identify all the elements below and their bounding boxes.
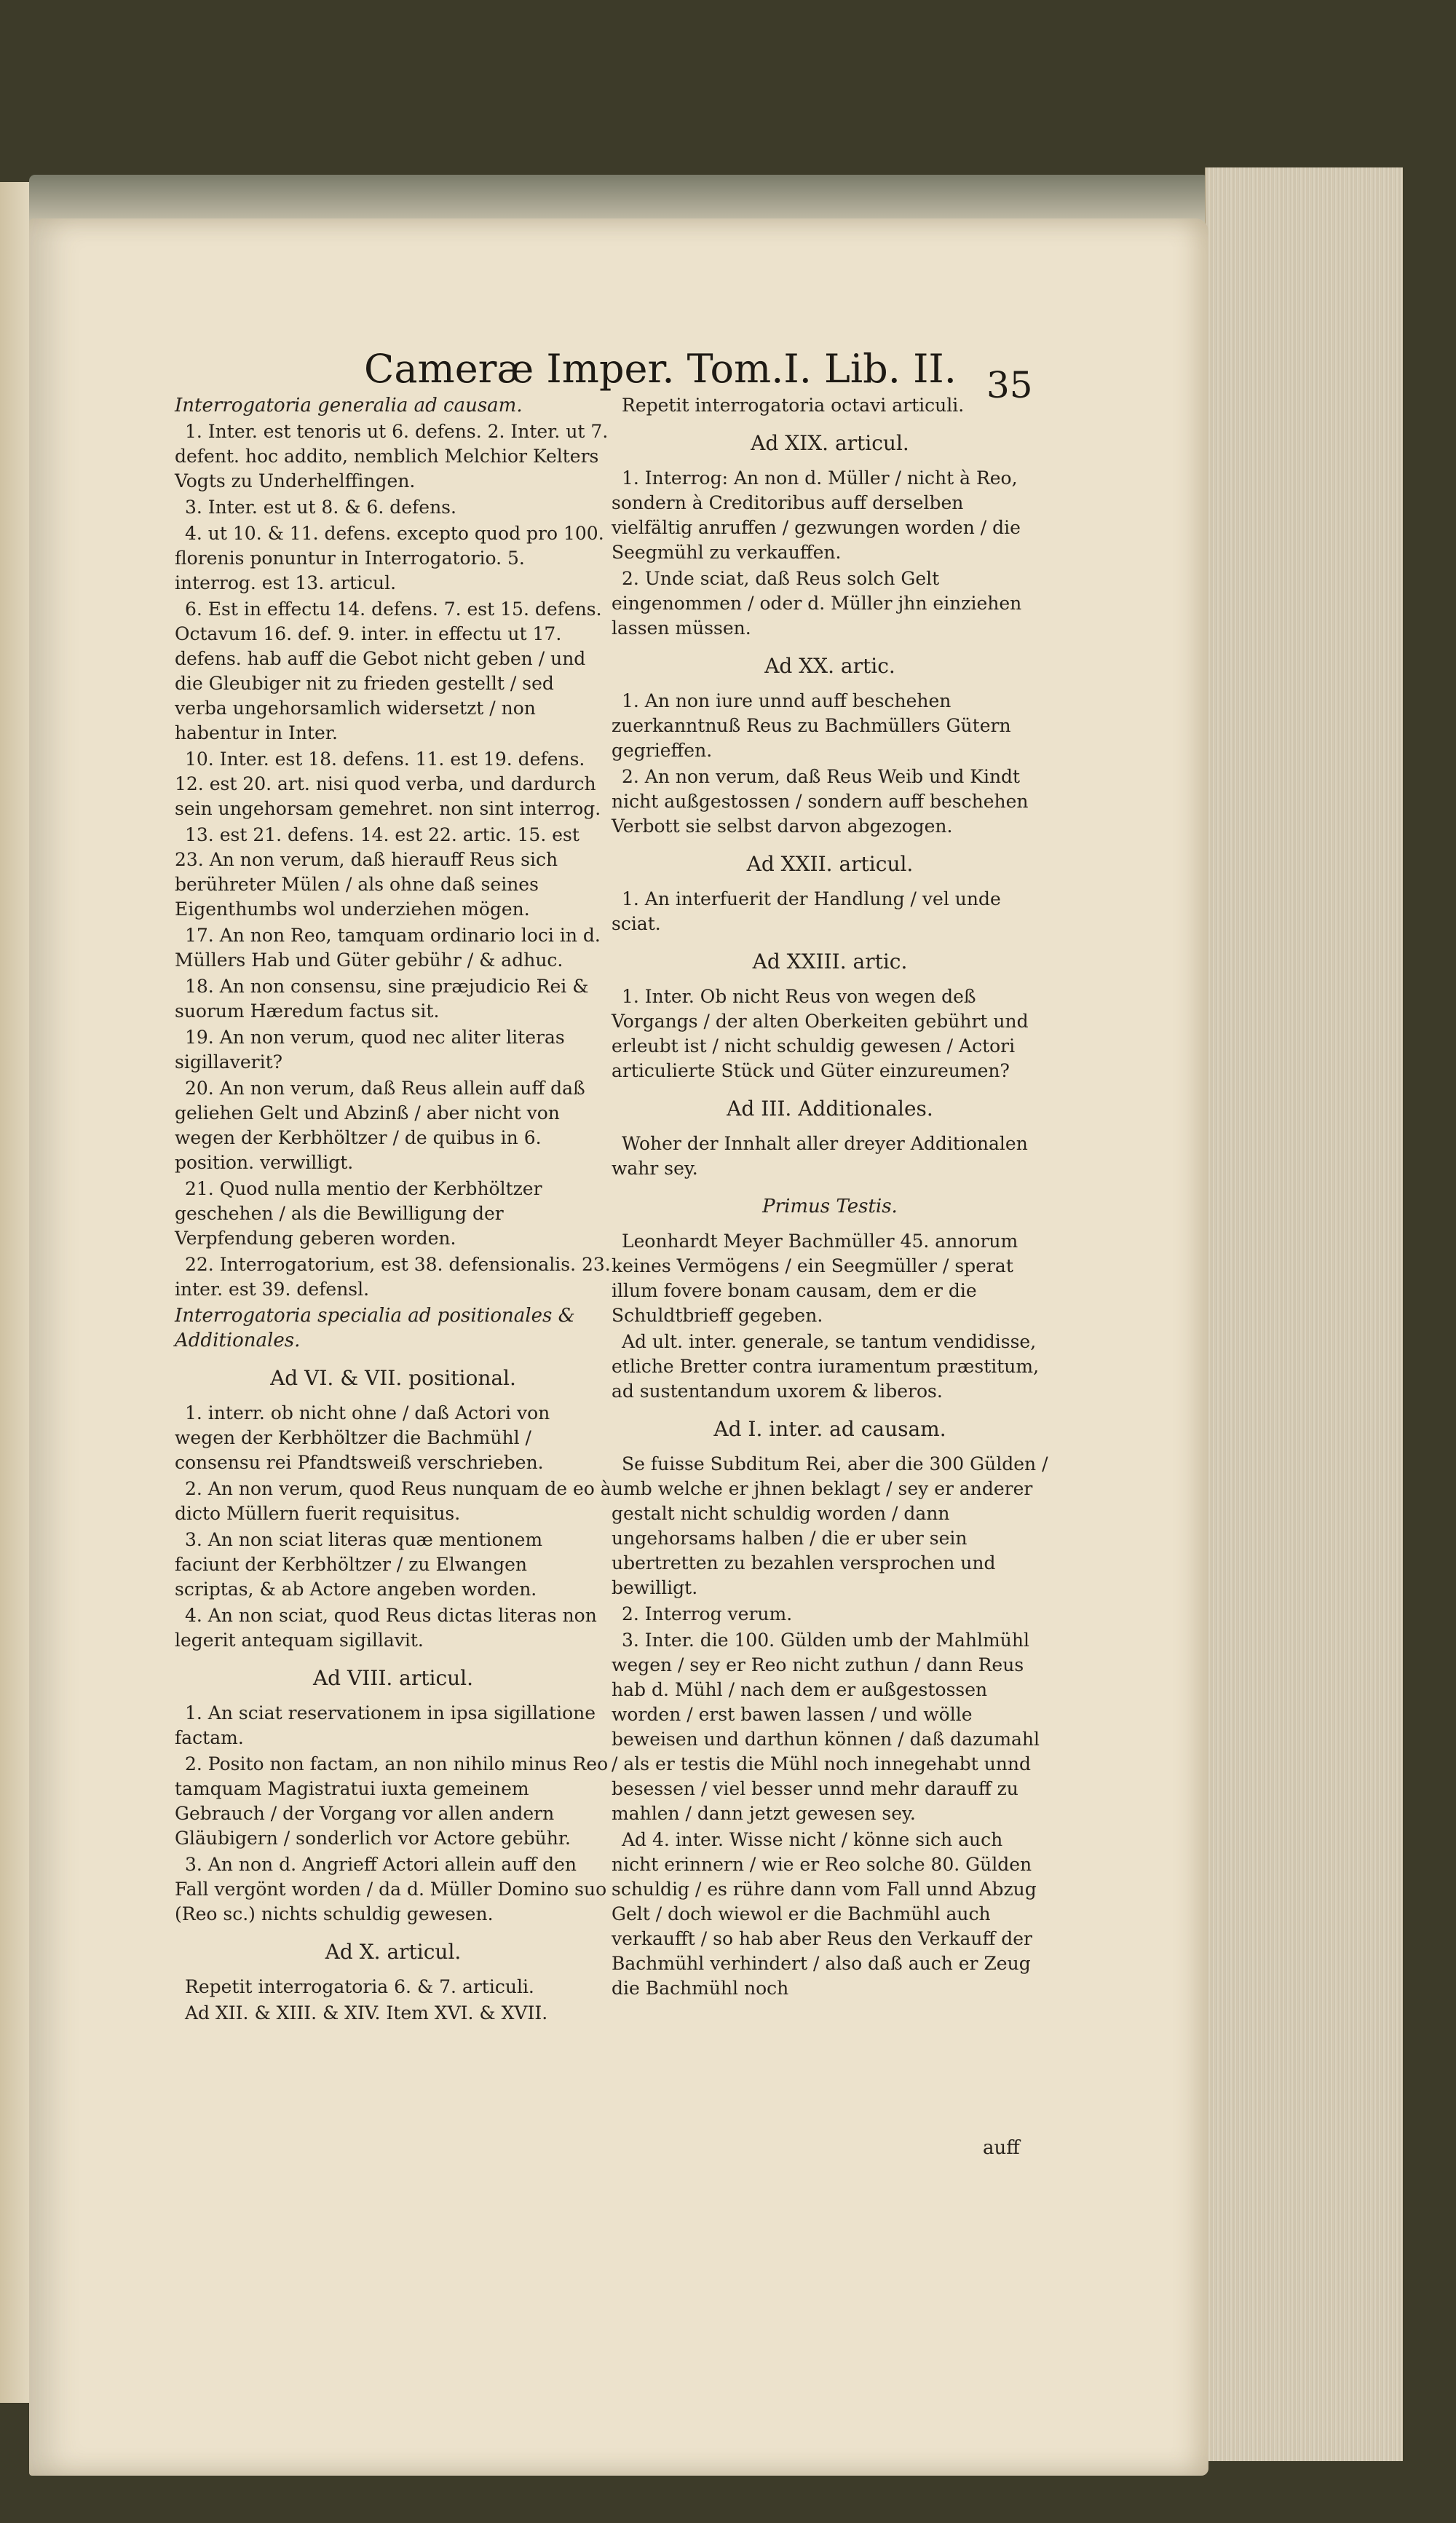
text-paragraph: Woher der Innhalt aller dreyer Additionalen wahr sey. (612, 1133, 1028, 1179)
catchword: auff (983, 2137, 1020, 2159)
text-paragraph: 2. Posito non factam, an non nihilo minus Reo tamquam Magistratui iuxta gemeinem Gebrauch / der Vorgang vor allen andern Gläubigern / sonderlich vor Actore gebühr. (175, 1753, 609, 1849)
text-paragraph: 2. An non verum, quod Reus nunquam de eo à dicto Müllern fuerit requisitus. (175, 1478, 612, 1524)
left-text-column (175, 393, 612, 2027)
text-paragraph: 6. Est in effectu 14. defens. 7. est 15. defens. Octavum 16. def. 9. inter. in effectu ut 17. defens. hab auff die Gebot nicht geben / und die Gleubiger nit zu frieden gestellt / sed verba ungehorsamlich widersetzt / non habentur in Inter. (175, 599, 602, 743)
text-paragraph: 19. An non verum, quod nec aliter literas sigillaverit? (175, 1027, 565, 1073)
section-heading: Ad XX. artic. (764, 654, 895, 678)
text-paragraph: 1. An interfuerit der Handlung / vel unde sciat. (612, 888, 1001, 934)
text-paragraph: Ad ult. inter. generale, se tantum vendidisse, etliche Bretter contra iuramentum præstitum, ad sustentandum uxorem & liberos. (612, 1331, 1040, 1402)
text-paragraph: 1. Inter. Ob nicht Reus von wegen deß Vorgangs / der alten Oberkeiten gebührt und erleubt ist / nicht schuldig gewesen / Actori articulierte Stück und Güter einzureumen? (612, 986, 1029, 1081)
text-paragraph: 1. An sciat reservationem in ipsa sigillatione factam. (175, 1702, 596, 1748)
text-paragraph: Se fuisse Subditum Rei, aber die 300 Gülden / umb welche er jhnen beklagt / sey er anderer gestalt nicht schuldig worden / dann ungehorsams halben / die er uber sein ubertretten zu bezahlen versprochen und bewilligt. (612, 1453, 1048, 1598)
text-paragraph: 2. An non verum, daß Reus Weib und Kindt nicht außgestossen / sondern auff beschehen Verbott sie selbst darvon abgezogen. (612, 766, 1029, 837)
italic-heading: Interrogatoria specialia ad positionales & Additionales. (175, 1305, 575, 1351)
text-paragraph: 3. An non sciat literas quæ mentionem faciunt der Kerbhöltzer / zu Elwangen scriptas, & ab Actore angeben worden. (175, 1529, 543, 1600)
right-text-column (612, 393, 1048, 2002)
page-number: 35 (986, 364, 1033, 406)
text-paragraph: Ad XII. & XIII. & XIV. Item XVI. & XVII. (185, 2002, 548, 2023)
section-heading: Ad X. articul. (325, 1940, 462, 1964)
section-heading: Ad XXIII. artic. (752, 949, 908, 974)
text-paragraph: 18. An non consensu, sine præjudicio Rei & suorum Hæredum factus sit. (175, 976, 589, 1022)
text-paragraph: 3. Inter. est ut 8. & 6. defens. (185, 497, 456, 518)
text-paragraph: 3. An non d. Angrieff Actori allein auff den Fall vergönt worden / da d. Müller Domino suo (Reo sc.) nichts schuldig gewesen. (175, 1854, 607, 1924)
text-paragraph: 20. An non verum, daß Reus allein auff daß geliehen Gelt und Abzinß / aber nicht von wegen der Kerbhöltzer / de quibus in 6. position. verwilligt. (175, 1078, 585, 1173)
section-heading: Ad XXII. articul. (746, 852, 914, 876)
text-paragraph: 4. An non sciat, quod Reus dictas literas non legerit antequam sigillavit. (175, 1605, 597, 1651)
text-paragraph: 17. An non Reo, tamquam ordinario loci in d. Müllers Hab und Güter gebühr / & adhuc. (175, 925, 601, 971)
text-paragraph: 1. An non iure unnd auff beschehen zuerkanntnuß Reus zu Bachmüllers Gütern gegrieffen. (612, 690, 1011, 761)
section-heading: Ad VIII. articul. (312, 1666, 474, 1690)
text-paragraph: Repetit interrogatoria 6. & 7. articuli. (185, 1976, 534, 1997)
text-paragraph: 13. est 21. defens. 14. est 22. artic. 15. est 23. An non verum, daß hierauff Reus sich berühreter Mülen / als ohne daß seines Eigenthumbs wol underziehen mögen. (175, 824, 579, 920)
text-paragraph: 21. Quod nulla mentio der Kerbhöltzer geschehen / als die Bewilligung der Verpfendung geberen worden. (175, 1178, 542, 1249)
text-paragraph: 10. Inter. est 18. defens. 11. est 19. defens. 12. est 20. art. nisi quod verba, und dardurch sein ungehorsam gemehret. non sint interrog. (175, 749, 601, 819)
italic-heading: Interrogatoria generalia ad causam. (175, 395, 523, 416)
section-heading: Ad III. Additionales. (727, 1097, 933, 1121)
text-paragraph: 3. Inter. die 100. Gülden umb der Mahlmühl wegen / sey er Reo nicht zuthun / dann Reus hab d. Mühl / nach dem er außgestossen worden / erst bawen lassen / und wölle beweisen und darthun können / daß dazumahl / als er testis die Mühl noch innegehabt unnd besessen / viel besser unnd mehr darauff zu mahlen / dann jetzt gewesen sey. (612, 1630, 1040, 1824)
running-header-title: Cameræ Imper. Tom.I. Lib. II. (364, 346, 957, 392)
page-edges-stack (1205, 167, 1403, 2461)
text-paragraph: 4. ut 10. & 11. defens. excepto quod pro 100. florenis ponuntur in Interrogatorio. 5. interrog. est 13. articul. (175, 523, 604, 593)
text-paragraph: Ad 4. inter. Wisse nicht / könne sich auch nicht erinnern / wie er Reo solche 80. Gülden schuldig / es rühre dann vom Fall unnd Abzug Gelt / doch wiewol er die Bachmühl auch verkaufft / so hab aber Reus den Verkauff der Bachmühl verhindert / also daß auch er Zeug die Bachmühl noch (612, 1829, 1037, 1999)
text-paragraph: 1. Inter. est tenoris ut 6. defens. 2. Inter. ut 7. defent. hoc addito, nemblich Melchior Kelters Vogts zu Underhelffingen. (175, 421, 609, 491)
section-heading: Ad I. inter. ad causam. (713, 1417, 946, 1441)
text-paragraph: Repetit interrogatoria octavi articuli. (622, 395, 965, 416)
text-paragraph: 1. Interrog: An non d. Müller / nicht à Reo, sondern à Creditoribus auff derselben vielfältig anruffen / gezwungen worden / die Seegmühl zu verkauffen. (612, 467, 1021, 563)
section-heading: Ad XIX. articul. (751, 431, 909, 455)
text-paragraph: 22. Interrogatorium, est 38. defensionalis. 23. inter. est 39. defensl. (175, 1254, 611, 1300)
text-paragraph: 2. Interrog verum. (622, 1603, 793, 1624)
text-paragraph: 1. interr. ob nicht ohne / daß Actori von wegen der Kerbhöltzer die Bachmühl / consensu rei Pfandtsweiß verschrieben. (175, 1402, 550, 1473)
text-paragraph: 2. Unde sciat, daß Reus solch Gelt eingenommen / oder d. Müller jhn einziehen lassen müssen. (612, 568, 1022, 639)
text-paragraph: Leonhardt Meyer Bachmüller 45. annorum keines Vermögens / ein Seegmüller / sperat illum fovere bonam causam, dem er die Schuldtbrieff gegeben. (612, 1231, 1018, 1326)
section-heading: Ad VI. & VII. positional. (270, 1366, 516, 1390)
italic-heading: Primus Testis. (762, 1196, 898, 1217)
